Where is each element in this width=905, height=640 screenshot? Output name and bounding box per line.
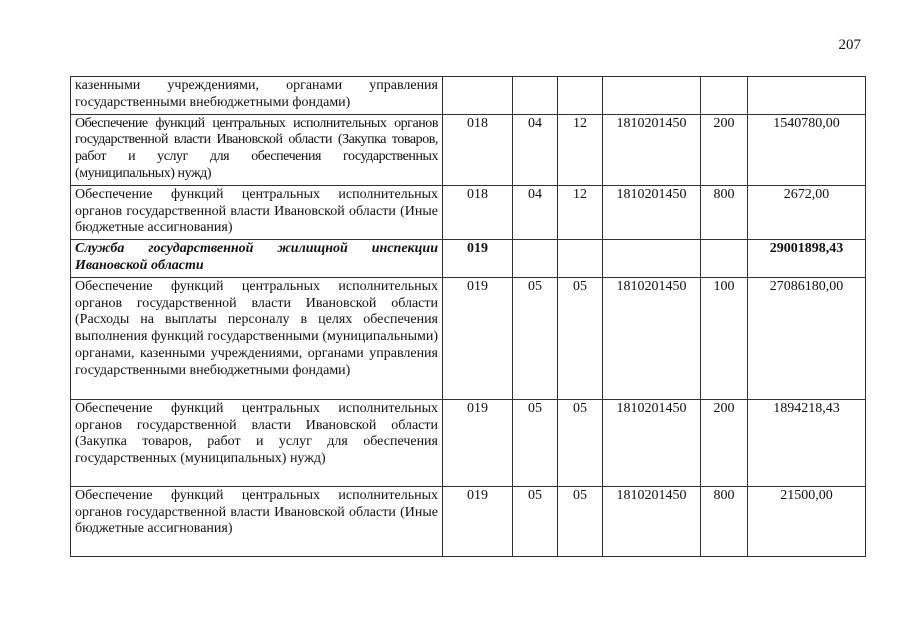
section-code [513,240,558,278]
target-code: 1810201450 [603,277,701,399]
ministry-code: 019 [443,277,513,399]
ministry-code: 019 [443,486,513,556]
section-title: Служба государственной жилищной инспекции Ивановской области [71,240,443,278]
page-number: 207 [838,37,861,53]
target-code [603,240,701,278]
subsection-code [558,240,603,278]
expense-type-code: 200 [701,114,748,185]
row-description: казенными учреждениями, органами управления государственными внебюджетными фондами) [71,77,443,115]
table-row [71,399,866,486]
section-code [513,77,558,115]
amount: 2672,00 [748,185,866,239]
amount: 27086180,00 [748,277,866,399]
amount: 1540780,00 [748,114,866,185]
table-row [71,185,866,239]
section-code: 05 [513,486,558,556]
target-code: 1810201450 [603,185,701,239]
subsection-code: 05 [558,399,603,486]
section-code: 04 [513,185,558,239]
amount: 21500,00 [748,486,866,556]
row-description: Обеспечение функций центральных исполнительных органов государственной власти Ивановской области (Закупка товаров, работ и услуг для обеспечения государственных (муниципальных) нужд) [71,399,443,486]
row-description: Обеспечение функций центральных исполнительных органов государственной власти Ивановской области (Иные бюджетные ассигнования) [71,486,443,556]
expense-type-code: 800 [701,486,748,556]
table-row [71,77,866,115]
section-header-row [71,240,866,278]
subsection-code: 05 [558,277,603,399]
section-total-amount: 29001898,43 [748,240,866,278]
ministry-code [443,77,513,115]
target-code: 1810201450 [603,399,701,486]
subsection-code [558,77,603,115]
row-description: Обеспечение функций центральных исполнительных органов государственной власти Ивановской области (Закупка товаров, работ и услуг для обеспечения государственных (муниципальных) нужд) [71,114,443,185]
table-row [71,486,866,556]
budget-table [70,76,866,557]
section-code: 05 [513,277,558,399]
subsection-code: 12 [558,185,603,239]
expense-type-code: 100 [701,277,748,399]
subsection-code: 12 [558,114,603,185]
ministry-code: 018 [443,114,513,185]
row-description: Обеспечение функций центральных исполнительных органов государственной власти Ивановской области (Иные бюджетные ассигнования) [71,185,443,239]
section-code: 05 [513,399,558,486]
ministry-code: 019 [443,240,513,278]
expense-type-code: 800 [701,185,748,239]
target-code: 1810201450 [603,486,701,556]
subsection-code: 05 [558,486,603,556]
target-code: 1810201450 [603,114,701,185]
ministry-code: 018 [443,185,513,239]
table-row [71,277,866,399]
expense-type-code: 200 [701,399,748,486]
amount [748,77,866,115]
target-code [603,77,701,115]
amount: 1894218,43 [748,399,866,486]
ministry-code: 019 [443,399,513,486]
table-row [71,114,866,185]
section-code: 04 [513,114,558,185]
row-description: Обеспечение функций центральных исполнительных органов государственной власти Ивановской области (Расходы на выплаты персоналу в целях обеспечения выполнения функций государственными (муниципальными) органами, казенными учреждениями, органами управления государственными внебюджетными фондами) [71,277,443,399]
expense-type-code [701,240,748,278]
expense-type-code [701,77,748,115]
